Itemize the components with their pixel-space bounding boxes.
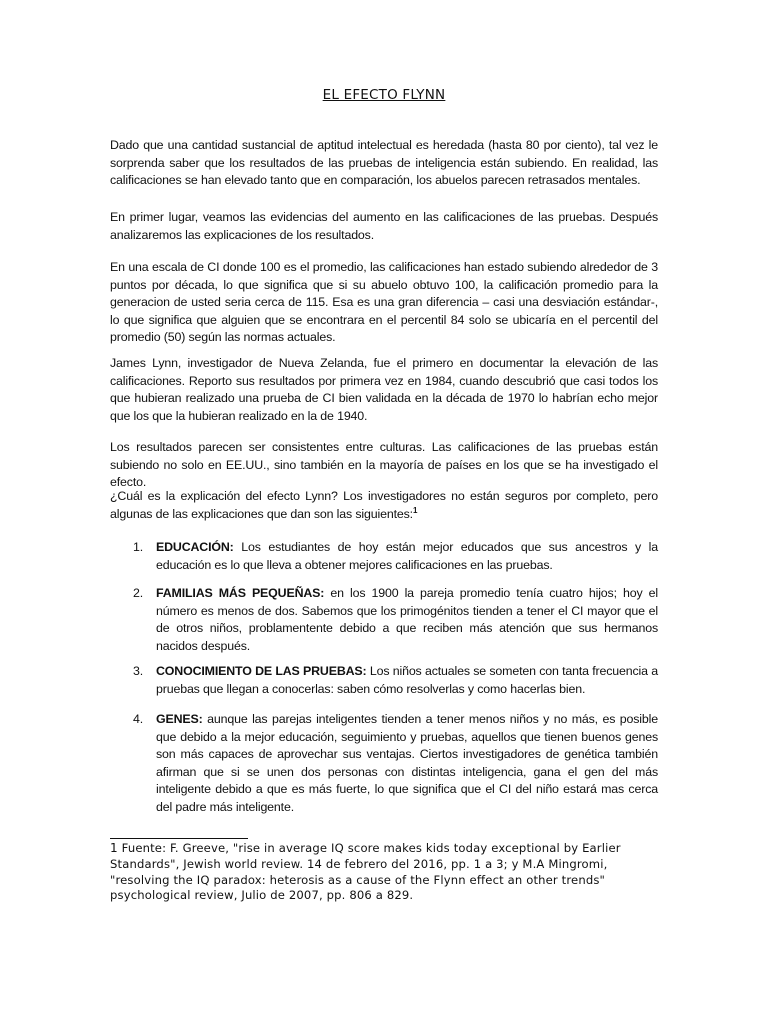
list-item-text: Los estudiantes de hoy están mejor educados que sus ancestros y la educación es lo que lleva a obtener mejores calificaciones en las pruebas. (156, 540, 658, 572)
footnote-reference: 1 (412, 505, 418, 515)
list-item-content (156, 585, 658, 655)
paragraph-explanation (110, 488, 658, 523)
footnote (110, 841, 658, 904)
paragraph-overview: En primer lugar, veamos las evidencias del aumento en las calificaciones de las pruebas. Después analizaremos las explicaciones de los resultados. (110, 210, 658, 242)
list-item-number: 3. (133, 664, 144, 678)
list-item-text: aunque las parejas inteligentes tienden a tener menos niños y no más, es posible que debido a la mejor educación, seguimiento y pruebas, aquellos que tienen buenos genes son más capaces de aprovechar sus ventajas. Ciertos investigadores de genética también afirman que si se unen dos personas con distintas inteligencia, gana el gen del más inteligente debido a que es más fuerte, lo que significa que el CI del niño estará mas cerca del padre más inteligente. (156, 712, 658, 814)
list-item-heading: CONOCIMIENTO DE LAS PRUEBAS: (156, 664, 367, 678)
list-item-content (156, 539, 658, 574)
paragraph-cultures: Los resultados parecen ser consistentes entre culturas. Las calificaciones de las pruebas están subiendo no solo en EE.UU., sino también en la mayoría de países en los que se ha investigado el efecto. (110, 440, 658, 490)
list-item-text: en los 1900 la pareja promedio tenía cuatro hijos; hoy el número es menos de dos. Sabemos que los primogénitos tienden a tener el CI mayor que el de otros niños, problamentente debido a que reciben más atención que sus hermanos nacidos después. (156, 586, 659, 653)
paragraph-lynn: James Lynn, investigador de Nueva Zelanda, fue el primero en documentar la elevación de las calificaciones. Reporto sus resultados por primera vez en 1984, cuando descubrió que casi todos los que hubieran realizado una prueba de CI bien validada en la década de 1970 lo habrían echo mejor que los que la hubieran realizado en la de 1940. (110, 356, 658, 423)
list-item-heading: EDUCACIÓN: (156, 540, 234, 554)
list-item-number: 4. (133, 712, 144, 726)
list-item-heading: GENES: (156, 712, 203, 726)
paragraph-intro: Dado que una cantidad sustancial de aptitud intelectual es heredada (hasta 80 por ciento), tal vez le sorprenda saber que los resultados de las pruebas de inteligencia están subiendo. En realidad, las calificaciones se han elevado tanto que en comparación, los abuelos parecen retrasados mentales. (110, 138, 658, 188)
footnote-text: Fuente: F. Greeve, "rise in average IQ score makes kids today exceptional by Earlier Standards", Jewish world review. 14 de febrero del 2016, pp. 1 a 3; y M.A Mingromi, "resolving the IQ paradox: heterosis as a cause of the Flynn effect an other trends" psychological review, Julio de 2007, pp. 806 a 829. (110, 841, 621, 903)
list-item-text: Los niños actuales se someten con tanta frecuencia a pruebas que llegan a conocerlas: saben cómo resolverlas y como hacerlas bien. (156, 664, 658, 696)
footnote-number: 1 (110, 841, 118, 855)
list-item-content (156, 711, 658, 817)
list-item-heading: FAMILIAS MÁS PEQUEÑAS: (156, 586, 325, 600)
list-item-number: 1. (133, 540, 144, 554)
list-item-content (156, 663, 658, 698)
paragraph-scale: En una escala de CI donde 100 es el promedio, las calificaciones han estado subiendo alrededor de 3 puntos por década, lo que significa que si su abuelo obtuvo 100, la calificación promedio para la generacion de usted seria cerca de 115. Esa es una gran diferencia – casi una desviación estándar-, lo que significa que alguien que se encontrara en el percentil 84 solo se ubicaría en el percentil del promedio (50) según las normas actuales. (110, 260, 658, 345)
paragraph-explanation-text: ¿Cuál es la explicación del efecto Lynn? Los investigadores no están seguros por completo, pero algunas de las explicaciones que dan son las siguientes: (110, 489, 658, 521)
list-item-number: 2. (133, 586, 144, 600)
footnote-separator (110, 838, 248, 839)
document-title: EL EFECTO FLYNN (322, 87, 446, 103)
